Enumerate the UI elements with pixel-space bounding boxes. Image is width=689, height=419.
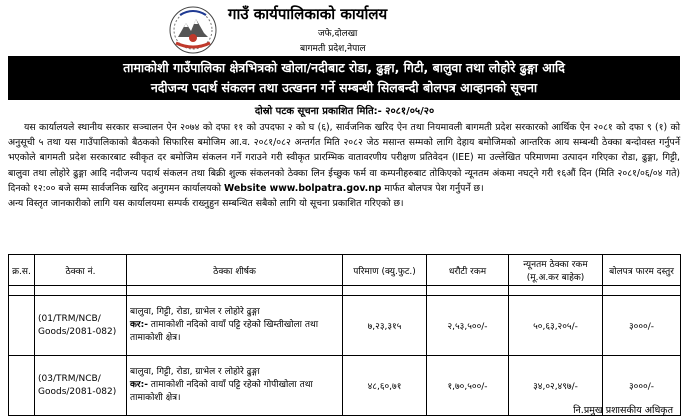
tender-table (8, 254, 681, 416)
office-address: जफे,दोलखा (318, 29, 358, 39)
cell-min-amount: ३४,०२,४९७/- (509, 356, 603, 416)
cell-deposit: २,५३,५००/- (427, 296, 509, 356)
col-header-deposit: धरौटी रकम (427, 255, 509, 286)
title-main: बालुवा, गिट्टी, रोडा, ग्राभेल र लोहोरे ढुङ्गा (130, 367, 260, 377)
body-paragraph-1 (8, 120, 680, 196)
cell-min-amount: ५०,६३,२०५/- (509, 296, 603, 356)
col-header-min-amount: न्यूनतम ठेक्का रकम (मू.अ.कर बाहेक) (509, 255, 603, 286)
cell-form-fee: ३०००/- (603, 296, 681, 356)
col-header-contract-no: ठेक्का नं. (35, 255, 127, 286)
col-header-sn: क्र.स. (9, 255, 35, 286)
table-row (9, 296, 681, 356)
table-spacer-row (9, 286, 681, 296)
col-header-title: ठेक्का शीर्षक (127, 255, 343, 286)
title-rest: तामाकोशी नदिको वायाँ पट्टि रहेको खिम्तीखोला तथा तामाकोशी क्षेत्र। (130, 320, 319, 343)
office-province: बागमती प्रदेश,नेपाल (300, 44, 366, 54)
cell-form-fee: ३०००/- (603, 356, 681, 416)
nepal-emblem-icon (168, 5, 218, 55)
signature-officer: नि.प्रमुख प्रशासकीय अधिकृत (573, 405, 673, 416)
cell-quantity: ७,२३,३१५ (343, 296, 427, 356)
cell-title (127, 356, 343, 416)
body-paragraph-2: अन्य विस्तृत जानकारीको लागि यस कार्यालयमा सम्पर्क राख्नुहुन सम्बन्धित सबैको लागि यो सूचना प्रकाशित गरिएको छ। (8, 198, 404, 210)
banner-line-2: नदीजन्य पदार्थ संकलन तथा उत्खनन गर्ने सम्बन्धी सिलबन्दी बोलपत्र आव्हानको सूचना (150, 80, 538, 95)
table-header-row (9, 255, 681, 286)
cell-contract-no: (03/TRM/NCB/ Goods/2081-082) (35, 356, 127, 416)
notice-banner (8, 56, 680, 100)
cell-title (127, 296, 343, 356)
col-header-form-fee: बोलपत्र फारम दस्तुर (603, 255, 681, 286)
cell-contract-no: (01/TRM/NCB/ Goods/2081-082) (35, 296, 127, 356)
cell-deposit: १,७०,५००/- (427, 356, 509, 416)
cell-quantity: ४८,६०,७१ (343, 356, 427, 416)
body-text-part-b: मार्फत बोलपत्र पेश गर्नुपर्ने छ। (381, 182, 484, 194)
cell-sn (9, 356, 35, 416)
notice-date: दोस्रो पटक सूचना प्रकाशित मिति:- २०८१/०५/२० (254, 106, 435, 117)
title-rest: तामाकोशी नदिको वायाँ पट्टि रहेको गोपीखोला तथा तामाकोशी क्षेत्र। (130, 380, 313, 403)
title-label: कर:- (130, 380, 148, 390)
col-header-quantity: परिमाण (क्यु.फुट.) (343, 255, 427, 286)
title-label: कर:- (130, 320, 148, 330)
banner-line-1: तामाकोशी गाउँपालिका क्षेत्रभित्रको खोला/नदीबाट रोडा, ढुङ्गा, गिटी, बालुवा तथा लोहोरे ढुङ्गा आदि (123, 60, 565, 75)
body-text-part-a: यस कार्यालयले स्थानीय सरकार सञ्चालन ऐन २०७४ को दफा ११ को उपदफा २ को घ (६), सार्वजनिक खरिद ऐन तथा नियमावली बागमती प्रदेश सरकारको आर्थिक ऐन २०८१ को दफा ९ (१) को अनुसूची ५ तथा यस गाउँपालिकाको बैठकको सिफारिस बमोजिम आ.व. २०८१/०८२ अन्तर्गत मिति २०८२ जेठ मसान्त सम्मको लागि देहाय बमोजिमको आन्तरिक आय सम्बन्धी ठेक्का बन्दोवस्त गर्नुपर्ने भएकोले बागमती प्रदेश सरकारबाट स्वीकृत दर बमोजिम संकलन गर्ने गराउने गरी स्वीकृत प्रारम्भिक वातावरणीय परीक्षण प्रतिवेदन (IEE) मा उल्लेखित परिमाणमा उत्पादन गरिएका रोडा, ढुङ्गा, गिट्टी, बालुवा तथा लोहोरे ढुङ्गा आदि नदीजन्य पदार्थ संकलन तथा बिक्री शुल्क संकलनको ठेक्का लिन ईच्छुक फर्म वा कम्पनीहरुबाट तोकिएको न्यूनतम अंकमा नघट्ने गरी १६औं दिन (मिति २०८१/०६/०४ गते) दिनको १२:०० बजे सम्म सार्वजनिक खरिद अनुगमन कार्यालयको (8, 122, 680, 194)
office-title: गाउँ कार्यपालिकाको कार्यालय (228, 5, 388, 23)
title-main: बालुवा, गिट्टी, रोडा, ग्राभेल र लोहोरे ढुङ्गा (130, 307, 260, 317)
notice-body (8, 120, 680, 211)
cell-sn (9, 296, 35, 356)
website-link[interactable]: Website www.bolpatra.gov.np (224, 182, 382, 194)
